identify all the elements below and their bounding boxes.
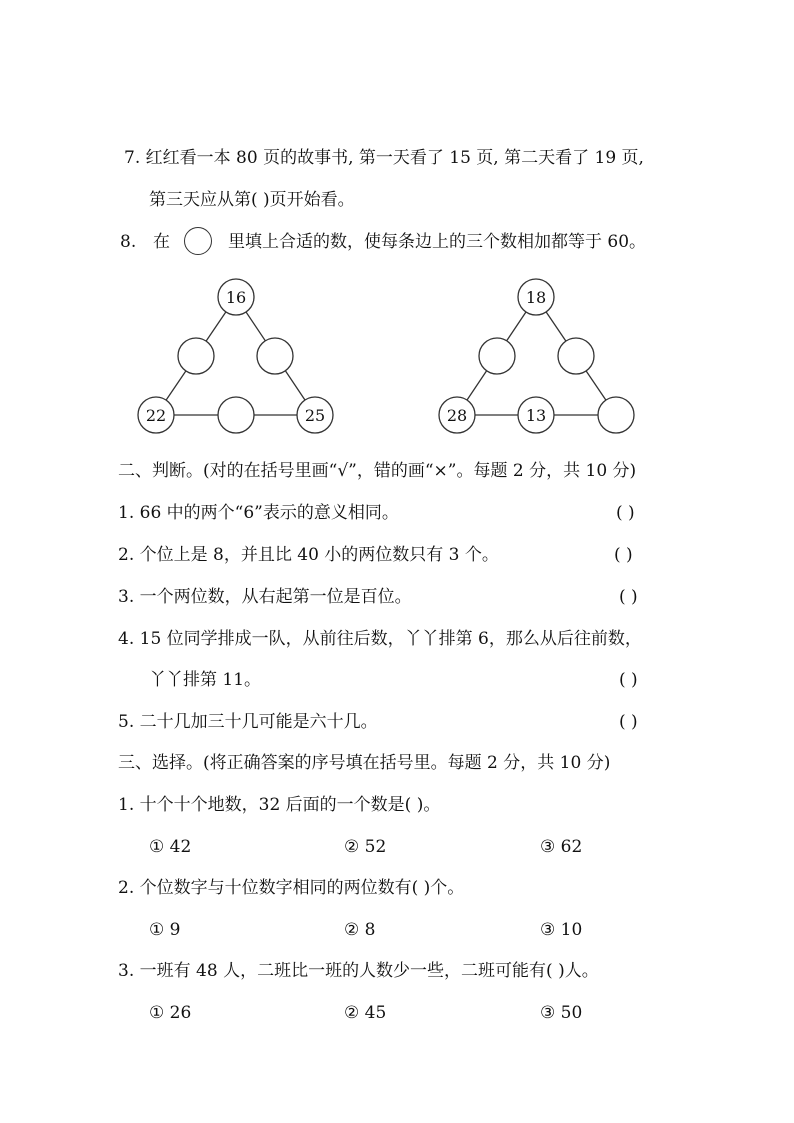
s2-answer-2[interactable]: ( ) xyxy=(614,545,633,565)
s3-q3-option-2[interactable]: ② 45 xyxy=(344,1003,387,1023)
s3-q1-option-3[interactable]: ③ 62 xyxy=(540,837,583,857)
t1-top-value: 16 xyxy=(225,288,247,307)
q8-text-after: 里填上合适的数，使每条边上的三个数相加都等于 60。 xyxy=(228,232,647,252)
s2-answer-1[interactable]: ( ) xyxy=(616,503,635,523)
s2-item-1: 1. 66 中的两个“6”表示的意义相同。 xyxy=(118,503,399,523)
t2-mid-left-circle xyxy=(479,338,515,374)
t2-bottom-left-value: 28 xyxy=(446,406,468,425)
t1-mid-right-circle xyxy=(257,338,293,374)
t2-bottom-mid-value: 13 xyxy=(525,406,547,425)
s2-item-4-cont: 丫丫排第 11。 xyxy=(149,670,262,690)
t1-bottom-mid-circle xyxy=(218,397,254,433)
s2-item-4: 4. 15 位同学排成一队，从前往后数，丫丫排第 6，那么从后往前数， xyxy=(118,629,642,649)
s2-item-3: 3. 一个两位数，从右起第一位是百位。 xyxy=(118,587,412,607)
triangle-1 xyxy=(138,279,333,433)
q7-line2: 第三天应从第( )页开始看。 xyxy=(149,190,355,210)
s3-q2-stem: 2. 个位数字与十位数字相同的两位数有( )个。 xyxy=(118,878,465,898)
s3-q3-stem: 3. 一班有 48 人，二班比一班的人数少一些，二班可能有( )人。 xyxy=(118,961,599,981)
q7-line1: 7. 红红看一本 80 页的故事书, 第一天看了 15 页, 第二天看了 19 页, xyxy=(124,148,644,168)
blank-circle-icon xyxy=(184,227,212,255)
s3-q2-option-3[interactable]: ③ 10 xyxy=(540,920,583,940)
t1-bottom-right-value: 25 xyxy=(304,406,326,425)
t1-bottom-left-value: 22 xyxy=(145,406,167,425)
triangle-2 xyxy=(439,279,634,433)
s3-q1-option-2[interactable]: ② 52 xyxy=(344,837,387,857)
triangle-diagrams xyxy=(0,278,794,438)
s3-q3-option-1[interactable]: ① 26 xyxy=(149,1003,192,1023)
t2-mid-right-circle xyxy=(558,338,594,374)
s2-item-5: 5. 二十几加三十几可能是六十几。 xyxy=(118,712,378,732)
s3-q2-option-2[interactable]: ② 8 xyxy=(344,920,376,940)
section3-title: 三、选择。(将正确答案的序号填在括号里。每题 2 分，共 10 分) xyxy=(118,753,611,773)
s3-q1-option-1[interactable]: ① 42 xyxy=(149,837,192,857)
s2-item-2: 2. 个位上是 8，并且比 40 小的两位数只有 3 个。 xyxy=(118,545,499,565)
section2-title: 二、判断。(对的在括号里画“√”，错的画“×”。每题 2 分，共 10 分) xyxy=(118,461,637,481)
s3-q1-stem: 1. 十个十个地数，32 后面的一个数是( )。 xyxy=(118,795,441,815)
t2-bottom-right-circle xyxy=(598,397,634,433)
s2-answer-3[interactable]: ( ) xyxy=(619,587,638,607)
s3-q2-option-1[interactable]: ① 9 xyxy=(149,920,181,940)
s3-q3-option-3[interactable]: ③ 50 xyxy=(540,1003,583,1023)
t2-top-value: 18 xyxy=(525,288,547,307)
s2-answer-4[interactable]: ( ) xyxy=(619,670,638,690)
s2-answer-5[interactable]: ( ) xyxy=(619,712,638,732)
q8-number: 8. xyxy=(120,232,137,252)
q8-text-before: 在 xyxy=(153,232,170,252)
t1-mid-left-circle xyxy=(178,338,214,374)
